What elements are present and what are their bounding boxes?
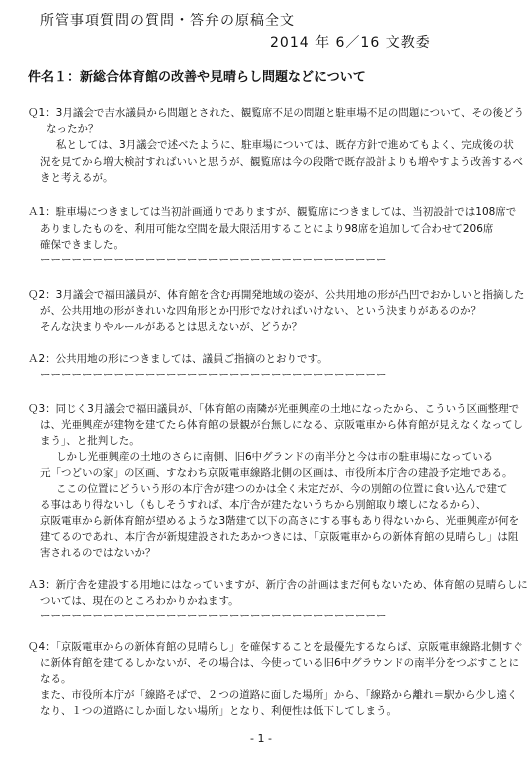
- a1-line: ありましたものを、利用可能な空間を最大限活用することにより98席を追加して合わせて206席: [40, 223, 494, 235]
- q3-line: Ｑ3：同じく3月議会で福田議員が、「体育館の南隣が光亜興産の土地になったから、こういう区画整理で: [28, 403, 520, 415]
- q1-line: 私としては、3月議会で述べたように、駐車場については、既存方針で進めてもよく、完成後の状: [56, 139, 514, 151]
- subject-heading: 件名１：新総合体育館の改善や見晴らし問題などについて: [28, 70, 366, 85]
- q2-line: が、公共用地の形がきれいな四角形とか円形でなければいけない、という決まりがあるのか？: [40, 305, 481, 317]
- q3-line: 元「つどいの家」の区画、すなわち京阪電車線路北側の区画は、市役所本庁舎の建設予定地である。: [40, 467, 513, 479]
- q4-line: に新体育館を建てるしかないが、その場合は、今使っている旧6中グラウンドの南半分をつぶすことに: [40, 657, 520, 669]
- a1-line: Ａ1：駐車場につきましては当初計画通りでありますが、観覧席につきましては、当初設計では108席で: [28, 206, 517, 218]
- q2-line: Ｑ2：3月議会で福田議員が、体育館を含む再開発地域の姿が、公共用地の形が凸凹でおかしいと指摘した: [28, 289, 525, 301]
- q3-line: は、光亜興産が建物を建てたら体育館の景観が台無しになる、京阪電車から体育館が見えなくなってし: [40, 419, 523, 431]
- q1-line: きと考えるが。: [40, 172, 114, 184]
- q3-line: ここの位置にどういう形の本庁舎が建つのかは全く未定だが、今の別館の位置に食い込んで建て: [56, 483, 508, 495]
- q3-line: まう」、と批判した。: [40, 435, 140, 447]
- a1-line: 確保できました。: [40, 239, 124, 251]
- q4-line: Ｑ4：「京阪電車からの新体育館の見晴らし」を確保することを最優先するならば、京阪電車線路北側すぐ: [28, 641, 523, 653]
- q4-line: また、市役所本庁が「線路そばで、２つの道路に面した場所」から、「線路から離れ＝駅から少し遠く: [40, 689, 518, 701]
- q4-line: なり、１つの道路にしか面しない場所」となり、利便性は低下してしまう。: [40, 705, 397, 717]
- a1-divider: ーーーーーーーーーーーーーーーーーーーーーーーーーーーーーーーーー: [40, 254, 387, 266]
- a3-line: Ａ3：新庁舎を建設する用地にはなっていますが、新庁舎の計画はまだ何もないため、体育館の見晴らしに: [28, 579, 528, 591]
- page-number: - 1 -: [250, 732, 272, 745]
- q2-line: そんな決まりやルールがあるとは思えないが、どうか？: [40, 321, 303, 333]
- a2-divider: ーーーーーーーーーーーーーーーーーーーーーーーーーーーーーーーーー: [40, 369, 387, 381]
- a3-divider: ーーーーーーーーーーーーーーーーーーーーーーーーーーーーーーーーー: [40, 610, 387, 622]
- q4-line: なる。: [40, 673, 72, 685]
- q3-line: 害されるのではないか？: [40, 547, 156, 559]
- document-title: 所管事項質問の質問・答弁の原稿全文: [40, 13, 295, 29]
- a2-line: Ａ2：公共用地の形につきましては、議員ご指摘のとおりです。: [28, 353, 328, 365]
- q1-line: なったか？: [46, 123, 99, 135]
- q3-line: 京阪電車から新体育館が望めるような3階建て以下の高さにする事もあり得ないから、光亜興産が何を: [40, 515, 520, 527]
- q1-line: 況を見てから増大検討すればいいと思うが、観覧席は今の段階で既存設計よりも増やすよう改善するべ: [40, 156, 523, 168]
- document-date-committee: 2014 年 6／16 文教委: [270, 35, 431, 51]
- q1-line: Ｑ1：3月議会で吉水議員から問題とされた、観覧席不足の問題と駐車場不足の問題について、その後どう: [28, 107, 524, 119]
- q3-line: る事はあり得ないし（もしそうすれば、本庁舎が建たないうちから別館取り壊しになるから）、: [40, 499, 487, 511]
- q3-line: 建てるのであれ、本庁舎が新規建設されたあかつきには、「京阪電車からの新体育館の見晴らし」は阻: [40, 531, 519, 543]
- a3-line: ついては、現在のところわかりかねます。: [40, 595, 239, 607]
- q3-line: しかし光亜興産の土地のさらに南側、旧6中グランドの南半分と今は市の駐車場になっている: [56, 451, 494, 463]
